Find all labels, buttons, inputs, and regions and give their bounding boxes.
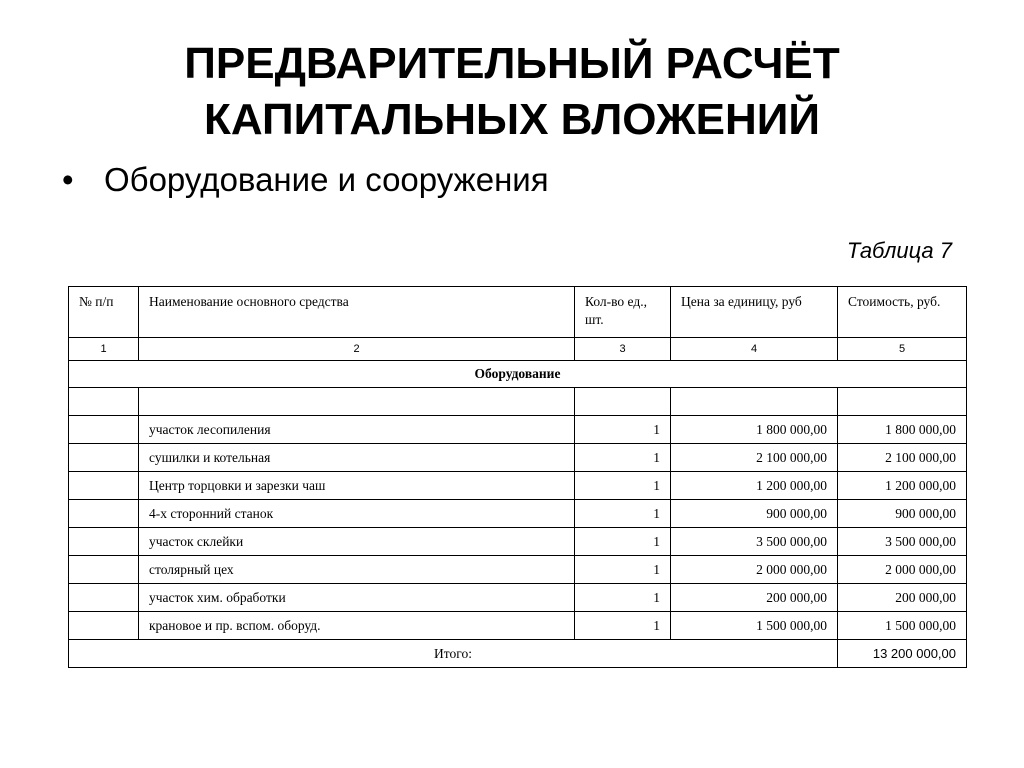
column-number: 3 [575, 338, 671, 361]
table-row [69, 500, 967, 528]
capital-investment-table [68, 286, 967, 668]
bullet-item [62, 158, 549, 202]
total-value: 13 200 000,00 [838, 640, 967, 668]
table-caption: Таблица 7 [846, 238, 952, 263]
slide-title-line-1: ПРЕДВАРИТЕЛЬНЫЙ РАСЧЁТ [184, 39, 840, 88]
row-number-cell [69, 416, 139, 444]
row-quantity-cell [575, 388, 671, 416]
row-number-cell [69, 584, 139, 612]
row-name-cell: участок лесопиления [139, 416, 575, 444]
row-price-cell: 3 500 000,00 [671, 528, 838, 556]
row-price-cell: 2 100 000,00 [671, 444, 838, 472]
row-cost-cell: 200 000,00 [838, 584, 967, 612]
header-cell-quantity: Кол-во ед., шт. [575, 287, 671, 338]
row-number-cell [69, 472, 139, 500]
row-name-cell: участок хим. обработки [139, 584, 575, 612]
column-number-row [69, 338, 967, 361]
bullet-marker: • [62, 161, 74, 198]
row-quantity-cell: 1 [575, 528, 671, 556]
row-price-cell: 900 000,00 [671, 500, 838, 528]
row-number-cell [69, 612, 139, 640]
slide-title [40, 36, 984, 148]
row-number-cell [69, 528, 139, 556]
row-cost-cell: 900 000,00 [838, 500, 967, 528]
row-quantity-cell: 1 [575, 612, 671, 640]
header-cell-unit-price: Цена за единицу, руб [671, 287, 838, 338]
row-name-cell [139, 388, 575, 416]
row-price-cell: 1 800 000,00 [671, 416, 838, 444]
column-number: 1 [69, 338, 139, 361]
table-row [69, 528, 967, 556]
row-price-cell: 200 000,00 [671, 584, 838, 612]
table-row [69, 388, 967, 416]
row-cost-cell [838, 388, 967, 416]
row-price-cell: 1 200 000,00 [671, 472, 838, 500]
header-cell-number: № п/п [69, 287, 139, 338]
row-name-cell: столярный цех [139, 556, 575, 584]
row-number-cell [69, 388, 139, 416]
row-quantity-cell: 1 [575, 584, 671, 612]
row-cost-cell: 2 100 000,00 [838, 444, 967, 472]
column-number: 5 [838, 338, 967, 361]
row-name-cell: Центр торцовки и зарезки чаш [139, 472, 575, 500]
row-number-cell [69, 444, 139, 472]
row-name-cell: 4-х сторонний станок [139, 500, 575, 528]
row-cost-cell: 1 200 000,00 [838, 472, 967, 500]
table-row [69, 416, 967, 444]
row-cost-cell: 2 000 000,00 [838, 556, 967, 584]
row-cost-cell: 1 800 000,00 [838, 416, 967, 444]
section-row [69, 361, 967, 388]
total-label: Итого: [69, 640, 838, 668]
row-price-cell: 2 000 000,00 [671, 556, 838, 584]
header-cell-cost: Стоимость, руб. [838, 287, 967, 338]
row-cost-cell: 3 500 000,00 [838, 528, 967, 556]
table-header-row [69, 287, 967, 338]
table-row [69, 472, 967, 500]
row-price-cell [671, 388, 838, 416]
total-row [69, 640, 967, 668]
table-row [69, 556, 967, 584]
row-quantity-cell: 1 [575, 472, 671, 500]
row-quantity-cell: 1 [575, 444, 671, 472]
row-price-cell: 1 500 000,00 [671, 612, 838, 640]
table-row [69, 584, 967, 612]
header-cell-name: Наименование основного средства [139, 287, 575, 338]
row-quantity-cell: 1 [575, 416, 671, 444]
row-name-cell: участок склейки [139, 528, 575, 556]
column-number: 2 [139, 338, 575, 361]
bullet-text: Оборудование и сооружения [104, 161, 549, 198]
row-cost-cell: 1 500 000,00 [838, 612, 967, 640]
row-number-cell [69, 500, 139, 528]
slide-title-line-2: КАПИТАЛЬНЫХ ВЛОЖЕНИЙ [204, 95, 820, 144]
row-name-cell: сушилки и котельная [139, 444, 575, 472]
row-name-cell: крановое и пр. вспом. оборуд. [139, 612, 575, 640]
row-quantity-cell: 1 [575, 556, 671, 584]
row-number-cell [69, 556, 139, 584]
column-number: 4 [671, 338, 838, 361]
row-quantity-cell: 1 [575, 500, 671, 528]
section-title: Оборудование [69, 361, 967, 388]
table-row [69, 612, 967, 640]
table-row [69, 444, 967, 472]
